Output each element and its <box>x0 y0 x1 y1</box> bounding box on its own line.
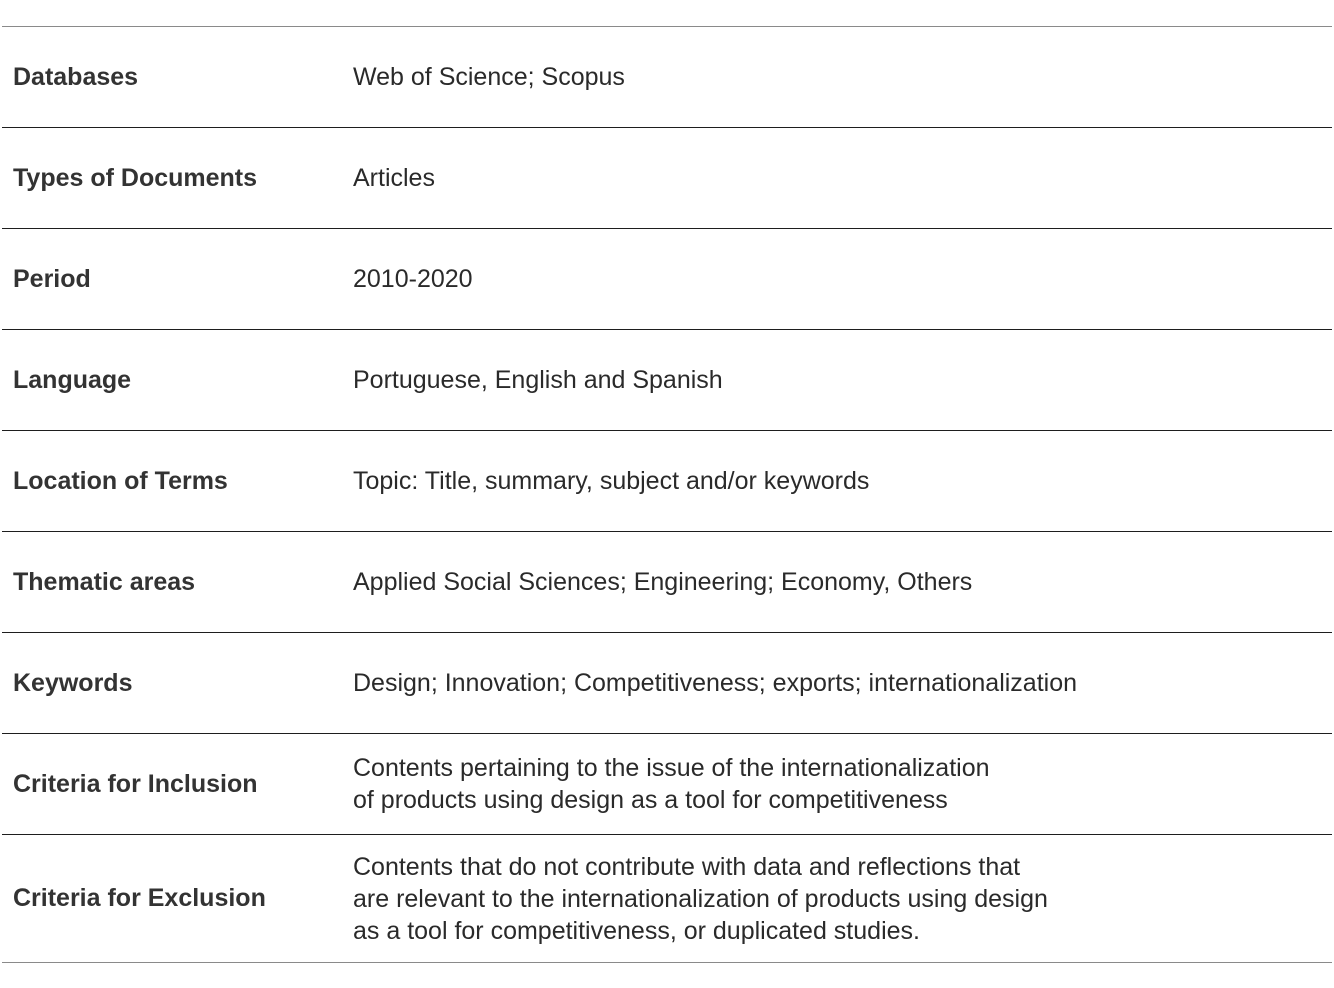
row-value-line: Web of Science; Scopus <box>353 63 625 91</box>
row-label: Criteria for Inclusion <box>13 769 258 798</box>
row-value <box>353 465 1332 497</box>
row-value-line: Contents that do not contribute with data and reflections that <box>353 852 1021 881</box>
row-value-line: Contents pertaining to the issue of the internationalization <box>353 754 990 782</box>
table-row-databases <box>2 27 1332 128</box>
row-label: Period <box>13 264 91 293</box>
row-value <box>353 752 1332 816</box>
row-value-line: of products using design as a tool for competitiveness <box>353 786 948 814</box>
row-value <box>353 263 1332 295</box>
row-label: Location of Terms <box>13 466 228 495</box>
row-value-line: Articles <box>353 164 435 192</box>
row-value <box>353 851 1332 947</box>
row-label: Thematic areas <box>13 567 196 596</box>
row-label: Criteria for Exclusion <box>13 884 266 912</box>
row-value <box>353 61 1332 93</box>
row-value-line: 2010-2020 <box>353 265 473 293</box>
row-value-line: are relevant to the internationalization of products using design <box>353 884 1048 913</box>
table-row-period <box>2 229 1332 330</box>
row-value <box>353 667 1332 699</box>
row-label: Types of Documents <box>13 163 258 192</box>
criteria-table <box>2 26 1332 963</box>
table-row-language <box>2 330 1332 431</box>
row-value-line: Design; Innovation; Competitiveness; exports; internationalization <box>353 669 1078 697</box>
table-row-criteria-for-exclusion <box>2 835 1332 963</box>
row-value-line: as a tool for competitiveness, or duplicated studies. <box>353 916 920 945</box>
table-row-criteria-for-inclusion <box>2 734 1332 835</box>
row-value-line: Topic: Title, summary, subject and/or keywords <box>353 467 870 495</box>
row-value <box>353 162 1332 194</box>
row-label: Keywords <box>13 668 133 697</box>
row-label: Language <box>13 365 132 394</box>
table-row-thematic-areas <box>2 532 1332 633</box>
row-label: Databases <box>13 62 139 91</box>
table-row-location-of-terms <box>2 431 1332 532</box>
table-row-types-of-documents <box>2 128 1332 229</box>
row-value-line: Applied Social Sciences; Engineering; Economy, Others <box>353 568 973 596</box>
row-value <box>353 364 1332 396</box>
table-row-keywords <box>2 633 1332 734</box>
row-value <box>353 566 1332 598</box>
row-value-line: Portuguese, English and Spanish <box>353 366 723 394</box>
